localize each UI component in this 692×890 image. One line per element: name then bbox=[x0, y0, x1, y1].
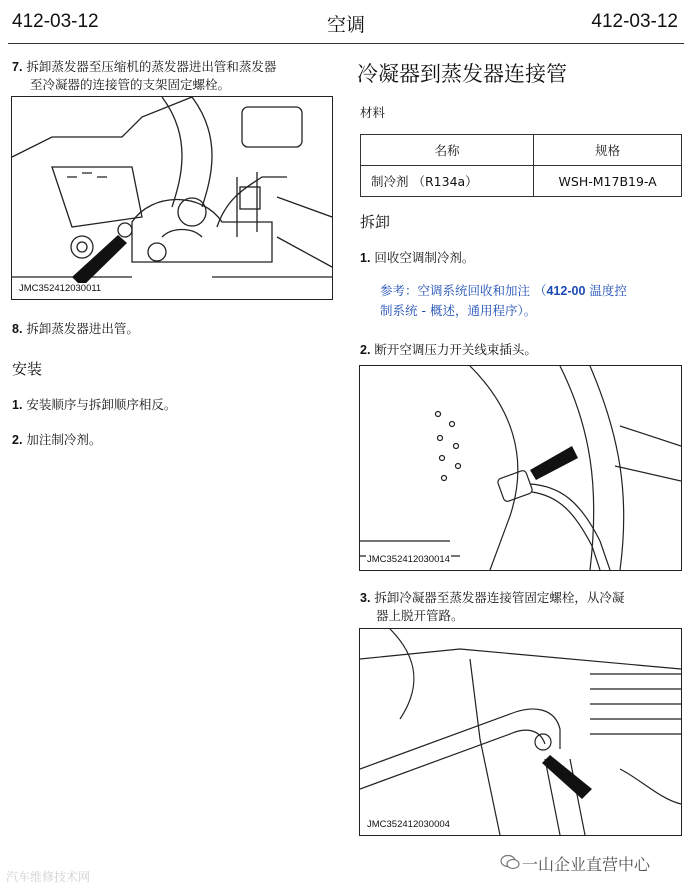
figure-drawing bbox=[360, 366, 681, 570]
step-8: 8. 拆卸蒸发器进出管。 bbox=[12, 321, 139, 336]
table-header: 规格 bbox=[534, 135, 682, 166]
step-text: 至冷凝器的连接管的支架固定螺栓。 bbox=[30, 77, 231, 92]
table-cell: WSH-M17B19-A bbox=[534, 166, 682, 197]
figure-drawing bbox=[360, 629, 681, 835]
table-header-row bbox=[361, 135, 682, 166]
watermark-left: 汽车维修技术网 bbox=[6, 870, 91, 884]
install-step-2: 2. 加注制冷剂。 bbox=[12, 432, 102, 447]
header-rule bbox=[8, 43, 684, 44]
section-title: 空调 bbox=[326, 14, 365, 36]
figure-condenser-bolt bbox=[359, 628, 682, 836]
page-header bbox=[0, 0, 692, 44]
removal-step-1: 1. 回收空调制冷剂。 bbox=[360, 250, 475, 265]
install-heading: 安装 bbox=[12, 360, 43, 378]
removal-heading: 拆卸 bbox=[360, 213, 391, 231]
page-number-left: 412-03-12 bbox=[12, 11, 99, 32]
materials-label: 材料 bbox=[360, 105, 386, 120]
figure-caption: JMC352412030011 bbox=[19, 283, 102, 294]
figure-evaporator-bracket bbox=[11, 96, 333, 300]
page-number-right: 412-03-12 bbox=[591, 11, 678, 32]
removal-step-3: 3. 拆卸冷凝器至蒸发器连接管固定螺栓，从冷凝 器上脱开管路。 bbox=[360, 590, 625, 623]
step-text: 拆卸蒸发器至压缩机的蒸发器进出管和蒸发器 bbox=[26, 59, 277, 74]
table-header: 名称 bbox=[361, 135, 534, 166]
figure-caption: JMC352412030014 bbox=[367, 554, 450, 565]
step-7 bbox=[12, 58, 342, 94]
wechat-icon bbox=[500, 854, 520, 870]
install-step-1: 1. 安装顺序与拆卸顺序相反。 bbox=[12, 397, 177, 412]
procedure-title: 冷凝器到蒸发器连接管 bbox=[357, 62, 567, 86]
table-cell: 制冷剂 （R134a） bbox=[361, 166, 534, 197]
materials-table bbox=[360, 134, 682, 197]
figure-drawing bbox=[12, 97, 332, 299]
step-number: 7. bbox=[12, 60, 23, 74]
reference-note[interactable]: 参考：空调系统回收和加注 （412-00 温度控 制系统 - 概述，通用程序）。 bbox=[380, 283, 627, 318]
table-row bbox=[361, 166, 682, 197]
figure-caption: JMC352412030004 bbox=[367, 819, 450, 830]
watermark-right: 一山企业直营中心 bbox=[522, 855, 651, 874]
removal-step-2: 2. 断开空调压力开关线束插头。 bbox=[360, 342, 537, 357]
figure-pressure-switch bbox=[359, 365, 682, 571]
